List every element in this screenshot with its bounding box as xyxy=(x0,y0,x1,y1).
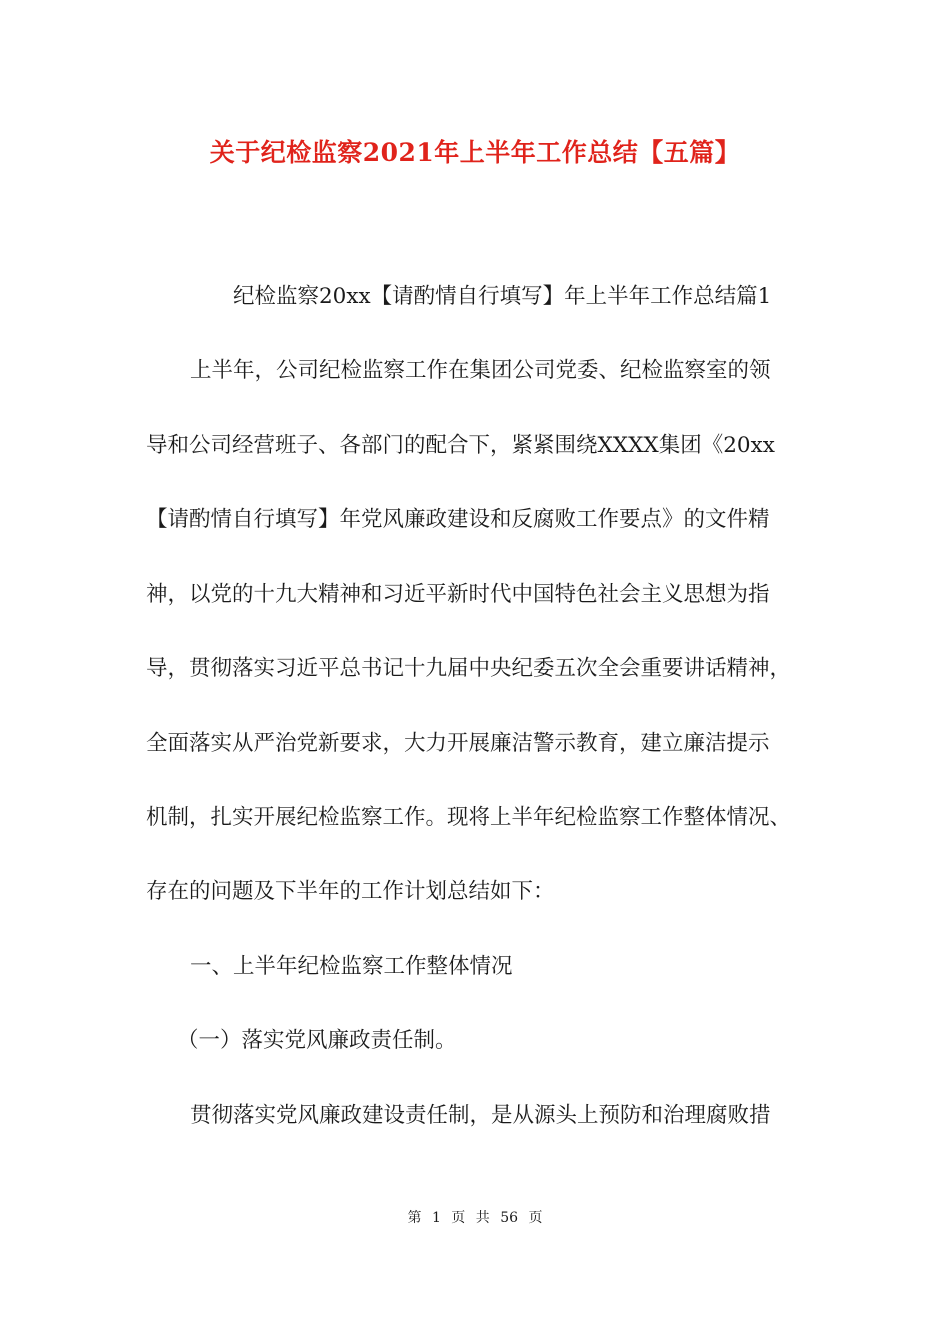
paragraph-line: 导，贯彻落实习近平总书记十九届中央纪委五次全会重要讲话精神， xyxy=(146,656,792,681)
section-heading: 一、上半年纪检监察工作整体情况 xyxy=(190,954,513,979)
page-number: 第 1 页 共 56 页 xyxy=(407,1210,543,1226)
paragraph-line: 贯彻落实党风廉政建设责任制，是从源头上预防和治理腐败措 xyxy=(190,1103,771,1128)
paragraph-line: 【请酌情自行填写】年党风廉政建设和反腐败工作要点》的文件精 xyxy=(146,507,770,532)
section-subtitle: 纪检监察20xx【请酌情自行填写】年上半年工作总结篇1 xyxy=(233,284,772,309)
paragraph-line: 神，以党的十九大精神和习近平新时代中国特色社会主义思想为指 xyxy=(146,582,770,607)
paragraph-line: 全面落实从严治党新要求，大力开展廉洁警示教育，建立廉洁提示 xyxy=(146,731,770,756)
paragraph-line: 机制，扎实开展纪检监察工作。现将上半年纪检监察工作整体情况、 xyxy=(146,805,792,830)
paragraph-line: 上半年，公司纪检监察工作在集团公司党委、纪检监察室的领 xyxy=(190,358,771,383)
document-title: 关于纪检监察2021年上半年工作总结【五篇】 xyxy=(209,138,741,167)
subsection-heading: （一）落实党风廉政责任制。 xyxy=(177,1028,457,1053)
paragraph-line: 存在的问题及下半年的工作计划总结如下： xyxy=(146,879,555,904)
paragraph-line: 导和公司经营班子、各部门的配合下，紧紧围绕XXXX集团《20xx xyxy=(146,433,775,458)
